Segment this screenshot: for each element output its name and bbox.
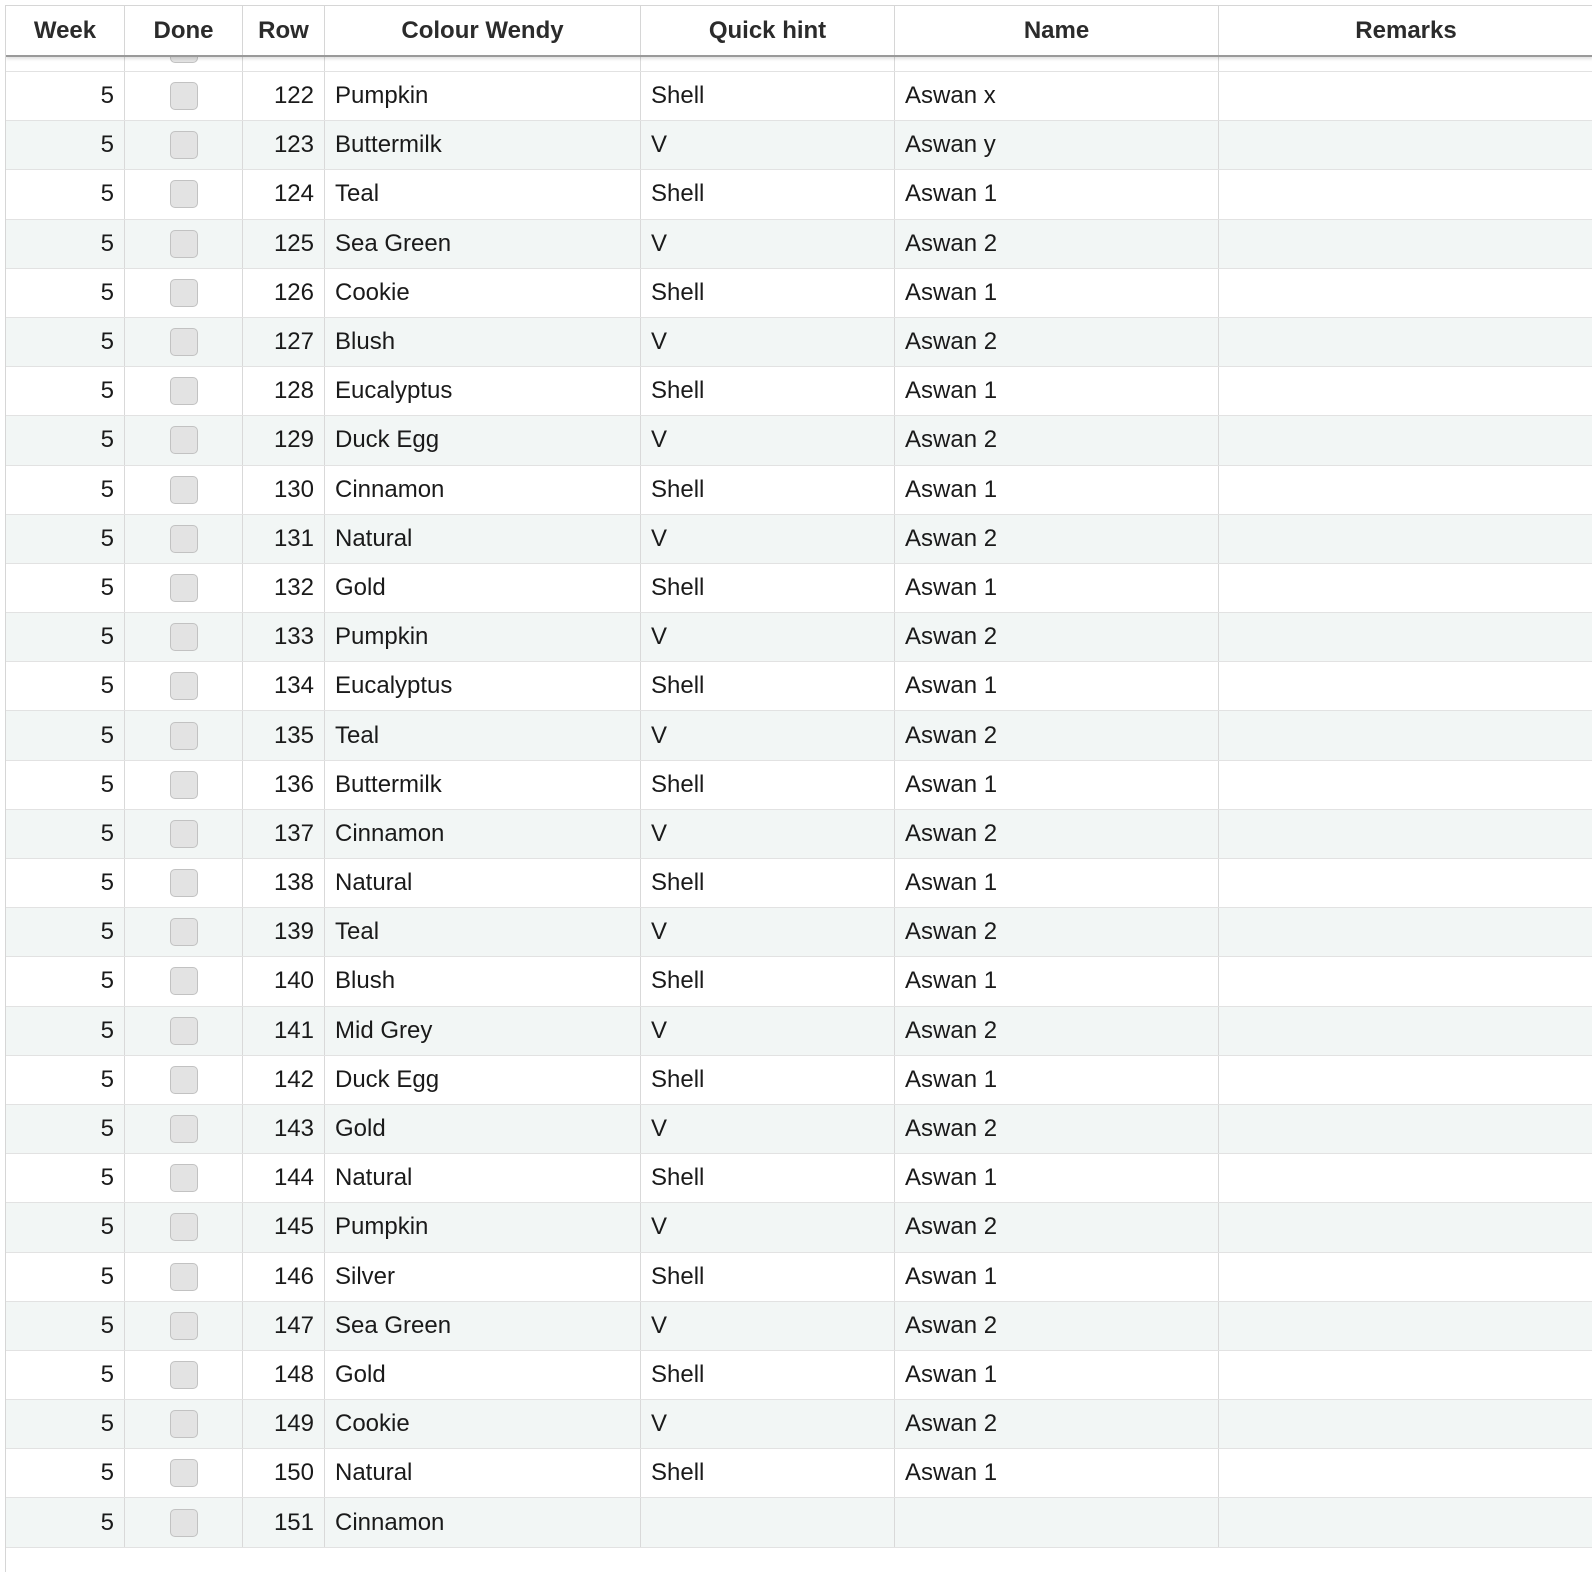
cell-name[interactable]: Aswan 2 xyxy=(895,220,1219,268)
cell-colour[interactable]: Cinnamon xyxy=(325,466,641,514)
column-header-remarks[interactable]: Remarks xyxy=(1355,17,1457,44)
cell-week[interactable]: 5 xyxy=(6,859,125,907)
cell-row[interactable]: 127 xyxy=(243,318,325,366)
table-row xyxy=(6,1400,1592,1449)
cell-remarks[interactable] xyxy=(1219,220,1592,268)
cell-quick-hint[interactable]: Shell xyxy=(641,367,895,415)
cell-remarks[interactable] xyxy=(1219,711,1592,759)
cell-done[interactable] xyxy=(125,859,243,907)
cell-colour[interactable]: Sea Green xyxy=(325,220,641,268)
cell-name[interactable]: Aswan 2 xyxy=(895,1105,1219,1153)
table-row xyxy=(6,72,1592,121)
cell-colour[interactable]: Natural xyxy=(325,515,641,563)
done-checkbox[interactable] xyxy=(170,377,198,405)
cell-remarks[interactable] xyxy=(1219,1007,1592,1055)
done-checkbox[interactable] xyxy=(170,722,198,750)
cell-name[interactable]: Aswan 1 xyxy=(895,269,1219,317)
cell-colour[interactable]: Sea Green xyxy=(325,1302,641,1350)
cell-name[interactable]: Aswan 2 xyxy=(895,416,1219,464)
cell-quick-hint[interactable]: Shell xyxy=(641,859,895,907)
cell-colour[interactable]: Pumpkin xyxy=(325,613,641,661)
cell-name[interactable]: Aswan x xyxy=(895,72,1219,120)
cell-quick-hint[interactable]: V xyxy=(641,318,895,366)
cell-colour[interactable]: Duck Egg xyxy=(325,416,641,464)
cell-done[interactable] xyxy=(125,1154,243,1202)
cell-quick-hint[interactable]: V xyxy=(641,613,895,661)
done-checkbox[interactable] xyxy=(170,1509,198,1537)
cell-done[interactable] xyxy=(125,1449,243,1497)
cell-name[interactable]: Aswan 2 xyxy=(895,1007,1219,1055)
cell-done[interactable] xyxy=(125,1203,243,1251)
cell-week[interactable]: 5 xyxy=(6,1056,125,1104)
done-checkbox[interactable] xyxy=(170,1164,198,1192)
cell-name[interactable]: Aswan 1 xyxy=(895,859,1219,907)
cell-done[interactable] xyxy=(125,613,243,661)
cell-row[interactable]: 142 xyxy=(243,1056,325,1104)
cell-name[interactable]: Aswan 1 xyxy=(895,1253,1219,1301)
cell-quick-hint[interactable] xyxy=(641,1498,895,1546)
cell-colour[interactable]: Teal xyxy=(325,711,641,759)
cell-quick-hint[interactable]: V xyxy=(641,1105,895,1153)
cell-week[interactable]: 5 xyxy=(6,318,125,366)
cell-quick-hint[interactable]: Shell xyxy=(641,564,895,612)
cell-week[interactable]: 5 xyxy=(6,1351,125,1399)
cell-week[interactable]: 5 xyxy=(6,613,125,661)
table-row xyxy=(6,810,1592,859)
cell-quick-hint[interactable]: V xyxy=(641,908,895,956)
table-row xyxy=(6,466,1592,515)
cell-remarks[interactable] xyxy=(1219,72,1592,120)
cell-row[interactable]: 124 xyxy=(243,170,325,218)
done-checkbox[interactable] xyxy=(170,771,198,799)
cell-name[interactable]: Aswan y xyxy=(895,121,1219,169)
cell-week[interactable]: 5 xyxy=(6,466,125,514)
cell-done[interactable] xyxy=(125,72,243,120)
cell-remarks[interactable] xyxy=(1219,1253,1592,1301)
cell-row[interactable]: 150 xyxy=(243,1449,325,1497)
table-row xyxy=(6,1203,1592,1252)
cell-name[interactable]: Aswan 2 xyxy=(895,515,1219,563)
cell-done[interactable] xyxy=(125,957,243,1005)
done-checkbox[interactable] xyxy=(170,525,198,553)
cell-row[interactable]: 141 xyxy=(243,1007,325,1055)
cell-remarks[interactable] xyxy=(1219,1302,1592,1350)
cell-done[interactable] xyxy=(125,761,243,809)
table-row xyxy=(6,367,1592,416)
cell-name[interactable]: Aswan 1 xyxy=(895,367,1219,415)
cell-remarks[interactable] xyxy=(1219,269,1592,317)
table-row xyxy=(6,220,1592,269)
cell-row[interactable]: 138 xyxy=(243,859,325,907)
cell-colour[interactable]: Cinnamon xyxy=(325,810,641,858)
cell-remarks[interactable] xyxy=(1219,466,1592,514)
done-checkbox[interactable] xyxy=(170,820,198,848)
cell-done[interactable] xyxy=(125,1400,243,1448)
cell-remarks[interactable] xyxy=(1219,367,1592,415)
cell-row[interactable]: 132 xyxy=(243,564,325,612)
cell-remarks[interactable] xyxy=(1219,859,1592,907)
column-header-colour-wendy[interactable]: Colour Wendy xyxy=(325,6,641,55)
cell-done[interactable] xyxy=(125,416,243,464)
done-checkbox[interactable] xyxy=(170,82,198,110)
table-row xyxy=(6,662,1592,711)
cell-week[interactable]: 5 xyxy=(6,711,125,759)
cell-week[interactable]: 5 xyxy=(6,1302,125,1350)
cell-done[interactable] xyxy=(125,318,243,366)
cell-done[interactable] xyxy=(125,1105,243,1153)
cell-week[interactable]: 5 xyxy=(6,515,125,563)
column-header-done[interactable]: Done xyxy=(125,6,243,55)
cell-remarks[interactable] xyxy=(1219,1203,1592,1251)
cell-quick-hint[interactable]: Shell xyxy=(641,1154,895,1202)
table-row xyxy=(6,908,1592,957)
table-row xyxy=(6,1105,1592,1154)
cell-row[interactable]: 151 xyxy=(243,1498,325,1546)
cell-quick-hint[interactable]: Shell xyxy=(641,1449,895,1497)
done-checkbox[interactable] xyxy=(170,623,198,651)
cell-week[interactable]: 5 xyxy=(6,1400,125,1448)
done-checkbox[interactable] xyxy=(170,967,198,995)
cell-name[interactable]: Aswan 1 xyxy=(895,957,1219,1005)
cell-colour[interactable]: Pumpkin xyxy=(325,72,641,120)
cell-done[interactable] xyxy=(125,170,243,218)
done-checkbox[interactable] xyxy=(170,328,198,356)
cell-remarks[interactable] xyxy=(1219,121,1592,169)
table-row xyxy=(6,318,1592,367)
cell-row[interactable]: 135 xyxy=(243,711,325,759)
cell-remarks[interactable] xyxy=(1219,1400,1592,1448)
cell-remarks[interactable] xyxy=(1219,318,1592,366)
cell-colour[interactable]: Gold xyxy=(325,564,641,612)
cell-row[interactable]: 136 xyxy=(243,761,325,809)
table-row xyxy=(6,1351,1592,1400)
cell-colour[interactable]: Duck Egg xyxy=(325,1056,641,1104)
cell-name[interactable]: Aswan 2 xyxy=(895,908,1219,956)
done-checkbox[interactable] xyxy=(170,1017,198,1045)
table-row xyxy=(6,613,1592,662)
cell-row[interactable]: 145 xyxy=(243,1203,325,1251)
cell-colour[interactable]: Blush xyxy=(325,957,641,1005)
done-checkbox[interactable] xyxy=(170,230,198,258)
cell-done[interactable] xyxy=(125,367,243,415)
cell-week[interactable]: 5 xyxy=(6,1154,125,1202)
cell-name[interactable]: Aswan 1 xyxy=(895,466,1219,514)
cell-week[interactable]: 5 xyxy=(6,416,125,464)
cell-remarks[interactable] xyxy=(1219,1498,1592,1546)
table-row xyxy=(6,121,1592,170)
cell-week[interactable]: 5 xyxy=(6,1449,125,1497)
done-checkbox[interactable] xyxy=(170,1115,198,1143)
cell-done[interactable] xyxy=(125,1056,243,1104)
cell-name[interactable]: Aswan 2 xyxy=(895,810,1219,858)
done-checkbox[interactable] xyxy=(170,1312,198,1340)
cell-row[interactable]: 139 xyxy=(243,908,325,956)
cell-colour[interactable]: Silver xyxy=(325,1253,641,1301)
table-row xyxy=(6,859,1592,908)
cell-colour[interactable]: Gold xyxy=(325,1105,641,1153)
cell-done[interactable] xyxy=(125,1007,243,1055)
done-checkbox[interactable] xyxy=(170,1263,198,1291)
cell-done[interactable] xyxy=(125,711,243,759)
cell-row[interactable]: 128 xyxy=(243,367,325,415)
done-checkbox[interactable] xyxy=(170,574,198,602)
cell-week[interactable]: 5 xyxy=(6,810,125,858)
cell-week[interactable]: 5 xyxy=(6,564,125,612)
done-checkbox[interactable] xyxy=(170,1361,198,1389)
cell-quick-hint[interactable]: V xyxy=(641,711,895,759)
cell-done[interactable] xyxy=(125,466,243,514)
cell-done[interactable] xyxy=(125,1302,243,1350)
cell-quick-hint[interactable]: V xyxy=(641,1302,895,1350)
cell-week[interactable]: 5 xyxy=(6,1498,125,1546)
cell-row[interactable]: 131 xyxy=(243,515,325,563)
cell-row[interactable]: 129 xyxy=(243,416,325,464)
cell-colour[interactable]: Cookie xyxy=(325,269,641,317)
done-checkbox[interactable] xyxy=(170,131,198,159)
cell-remarks[interactable] xyxy=(1219,957,1592,1005)
cell-colour[interactable]: Buttermilk xyxy=(325,121,641,169)
cell-week[interactable]: 5 xyxy=(6,957,125,1005)
cell-quick-hint[interactable]: V xyxy=(641,515,895,563)
table-row xyxy=(6,1498,1592,1547)
cell-quick-hint[interactable]: V xyxy=(641,121,895,169)
cell-remarks[interactable] xyxy=(1219,1154,1592,1202)
cell-remarks[interactable] xyxy=(1219,564,1592,612)
cell-done[interactable] xyxy=(125,515,243,563)
done-checkbox[interactable] xyxy=(170,180,198,208)
cell-name[interactable]: Aswan 1 xyxy=(895,1351,1219,1399)
cell-week[interactable]: 5 xyxy=(6,170,125,218)
cell-quick-hint[interactable]: Shell xyxy=(641,761,895,809)
cell-name[interactable]: Aswan 1 xyxy=(895,170,1219,218)
cell-row[interactable]: 123 xyxy=(243,121,325,169)
cell-remarks[interactable] xyxy=(1219,613,1592,661)
cell-row[interactable]: 137 xyxy=(243,810,325,858)
cell-quick-hint[interactable]: V xyxy=(641,810,895,858)
cell-row[interactable]: 140 xyxy=(243,957,325,1005)
cell-done[interactable] xyxy=(125,220,243,268)
cell-quick-hint[interactable]: Shell xyxy=(641,170,895,218)
cell-done[interactable] xyxy=(125,908,243,956)
cell-colour[interactable]: Pumpkin xyxy=(325,1203,641,1251)
cell-week[interactable]: 5 xyxy=(6,220,125,268)
column-header-row[interactable]: Row xyxy=(243,6,325,55)
cell-name[interactable]: Aswan 1 xyxy=(895,1154,1219,1202)
table-row xyxy=(6,564,1592,613)
cell-colour[interactable]: Eucalyptus xyxy=(325,367,641,415)
cell-week[interactable]: 5 xyxy=(6,908,125,956)
cell-colour[interactable]: Eucalyptus xyxy=(325,662,641,710)
table-row xyxy=(6,269,1592,318)
cell-week[interactable]: 5 xyxy=(6,1203,125,1251)
cell-week[interactable]: 5 xyxy=(6,1105,125,1153)
done-checkbox[interactable] xyxy=(170,918,198,946)
cell-done[interactable] xyxy=(125,564,243,612)
cell-remarks[interactable] xyxy=(1219,416,1592,464)
cell-quick-hint[interactable]: V xyxy=(641,416,895,464)
cell-colour[interactable]: Cookie xyxy=(325,1400,641,1448)
column-header-week[interactable]: Week xyxy=(6,6,125,55)
cell-row[interactable]: 146 xyxy=(243,1253,325,1301)
cell-week[interactable]: 5 xyxy=(6,269,125,317)
cell-quick-hint[interactable]: V xyxy=(641,1007,895,1055)
table-row xyxy=(6,761,1592,810)
cell-name[interactable]: Aswan 2 xyxy=(895,1400,1219,1448)
table-row xyxy=(6,416,1592,465)
cell-remarks[interactable] xyxy=(1219,170,1592,218)
cell-remarks[interactable] xyxy=(1219,662,1592,710)
cell-week[interactable]: 5 xyxy=(6,367,125,415)
cell-done[interactable] xyxy=(125,121,243,169)
cell-quick-hint[interactable]: V xyxy=(641,1400,895,1448)
cell-row[interactable]: 148 xyxy=(243,1351,325,1399)
cell-colour[interactable]: Teal xyxy=(325,170,641,218)
cell-remarks[interactable] xyxy=(1219,1105,1592,1153)
cell-remarks[interactable] xyxy=(1219,761,1592,809)
table-body xyxy=(6,23,1592,1548)
cell-quick-hint[interactable]: V xyxy=(641,220,895,268)
cell-remarks[interactable] xyxy=(1219,1449,1592,1497)
cell-name[interactable]: Aswan 2 xyxy=(895,318,1219,366)
done-checkbox[interactable] xyxy=(170,1213,198,1241)
cell-remarks[interactable] xyxy=(1219,908,1592,956)
cell-row[interactable]: 149 xyxy=(243,1400,325,1448)
cell-colour[interactable]: Natural xyxy=(325,1449,641,1497)
cell-row[interactable]: 130 xyxy=(243,466,325,514)
cell-week[interactable]: 5 xyxy=(6,1253,125,1301)
cell-week[interactable]: 5 xyxy=(6,72,125,120)
cell-done[interactable] xyxy=(125,662,243,710)
column-header-quick-hint[interactable]: Quick hint xyxy=(641,6,895,55)
table-row xyxy=(6,1056,1592,1105)
cell-quick-hint[interactable]: Shell xyxy=(641,662,895,710)
cell-colour[interactable]: Teal xyxy=(325,908,641,956)
cell-colour[interactable]: Cinnamon xyxy=(325,1498,641,1546)
table-row xyxy=(6,515,1592,564)
cell-name[interactable]: Aswan 1 xyxy=(895,761,1219,809)
cell-quick-hint[interactable]: Shell xyxy=(641,1351,895,1399)
table-header xyxy=(6,5,1592,57)
cell-quick-hint[interactable]: Shell xyxy=(641,1253,895,1301)
table-row xyxy=(6,957,1592,1006)
done-checkbox[interactable] xyxy=(170,279,198,307)
table-row xyxy=(6,1154,1592,1203)
cell-remarks[interactable] xyxy=(1219,515,1592,563)
done-checkbox[interactable] xyxy=(170,1459,198,1487)
table-row xyxy=(6,1007,1592,1056)
cell-week[interactable]: 5 xyxy=(6,1007,125,1055)
cell-name[interactable]: Aswan 1 xyxy=(895,662,1219,710)
cell-colour[interactable]: Blush xyxy=(325,318,641,366)
cell-row[interactable]: 134 xyxy=(243,662,325,710)
cell-quick-hint[interactable]: V xyxy=(641,1203,895,1251)
cell-done[interactable] xyxy=(125,810,243,858)
cell-colour[interactable]: Buttermilk xyxy=(325,761,641,809)
cell-name[interactable]: Aswan 2 xyxy=(895,711,1219,759)
cell-done[interactable] xyxy=(125,1351,243,1399)
done-checkbox[interactable] xyxy=(170,869,198,897)
cell-quick-hint[interactable]: Shell xyxy=(641,72,895,120)
table-row xyxy=(6,711,1592,760)
cell-quick-hint[interactable]: Shell xyxy=(641,269,895,317)
cell-name[interactable] xyxy=(895,1498,1219,1546)
cell-colour[interactable]: Natural xyxy=(325,859,641,907)
cell-name[interactable]: Aswan 2 xyxy=(895,613,1219,661)
cell-name[interactable]: Aswan 1 xyxy=(895,1449,1219,1497)
done-checkbox[interactable] xyxy=(170,426,198,454)
cell-week[interactable]: 5 xyxy=(6,662,125,710)
cell-row[interactable]: 147 xyxy=(243,1302,325,1350)
cell-remarks[interactable] xyxy=(1219,1056,1592,1104)
cell-quick-hint[interactable]: Shell xyxy=(641,957,895,1005)
cell-name[interactable]: Aswan 2 xyxy=(895,1203,1219,1251)
cell-name[interactable]: Aswan 1 xyxy=(895,564,1219,612)
done-checkbox[interactable] xyxy=(170,1066,198,1094)
column-header-name[interactable]: Name xyxy=(895,6,1219,55)
table-row xyxy=(6,1302,1592,1351)
cell-row[interactable]: 144 xyxy=(243,1154,325,1202)
done-checkbox[interactable] xyxy=(170,476,198,504)
cell-done[interactable] xyxy=(125,1253,243,1301)
cell-remarks[interactable] xyxy=(1219,1351,1592,1399)
cell-row[interactable]: 143 xyxy=(243,1105,325,1153)
cell-name[interactable]: Aswan 1 xyxy=(895,1056,1219,1104)
table-row xyxy=(6,170,1592,219)
cell-row[interactable]: 126 xyxy=(243,269,325,317)
cell-quick-hint[interactable]: Shell xyxy=(641,466,895,514)
spreadsheet-table xyxy=(5,5,1592,1572)
cell-name[interactable]: Aswan 2 xyxy=(895,1302,1219,1350)
cell-row[interactable]: 122 xyxy=(243,72,325,120)
cell-done[interactable] xyxy=(125,269,243,317)
cell-week[interactable]: 5 xyxy=(6,761,125,809)
cell-row[interactable]: 133 xyxy=(243,613,325,661)
cell-quick-hint[interactable]: Shell xyxy=(641,1056,895,1104)
cell-colour[interactable]: Gold xyxy=(325,1351,641,1399)
done-checkbox[interactable] xyxy=(170,672,198,700)
cell-colour[interactable]: Natural xyxy=(325,1154,641,1202)
cell-done[interactable] xyxy=(125,1498,243,1546)
cell-row[interactable]: 125 xyxy=(243,220,325,268)
cell-colour[interactable]: Mid Grey xyxy=(325,1007,641,1055)
table-row xyxy=(6,1449,1592,1498)
cell-week[interactable]: 5 xyxy=(6,121,125,169)
table-row xyxy=(6,1253,1592,1302)
cell-remarks[interactable] xyxy=(1219,810,1592,858)
done-checkbox[interactable] xyxy=(170,1410,198,1438)
